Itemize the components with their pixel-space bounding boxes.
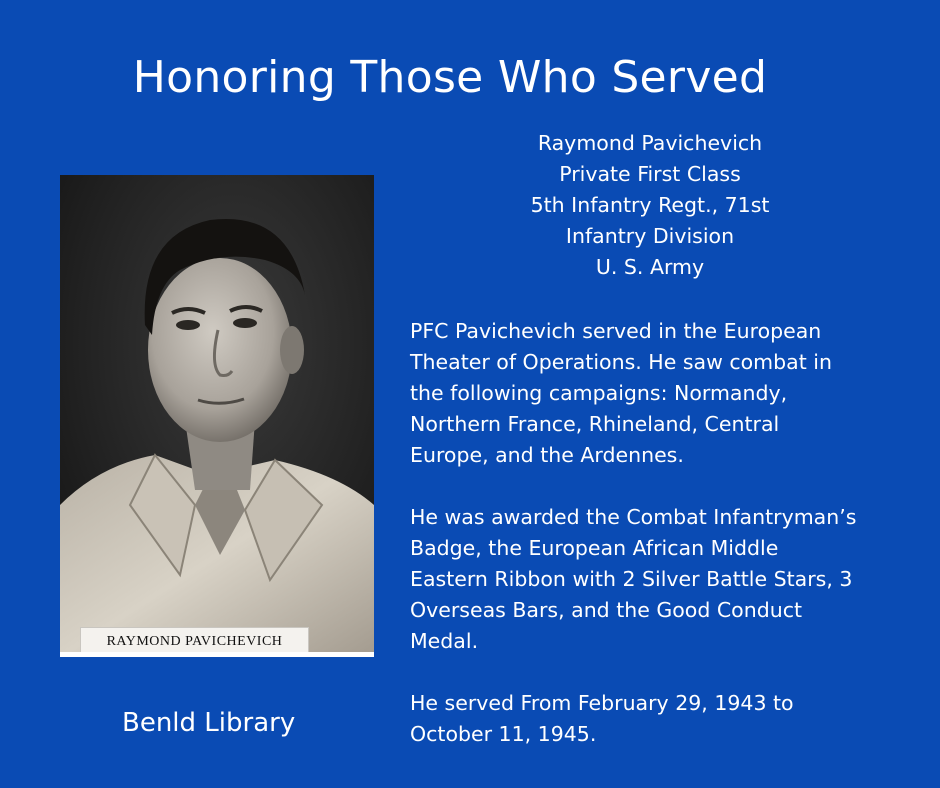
portrait-illustration [60, 175, 374, 657]
photo-border [60, 652, 374, 657]
soldier-name: Raymond Pavichevich [537, 131, 763, 155]
library-name: Benld Library [122, 708, 296, 738]
soldier-unit-line-1: 5th Infantry Regt., 71st [530, 193, 770, 217]
service-dates-paragraph: He served From February 29, 1943 to October 11, 1945. [410, 691, 794, 746]
photo-caption: RAYMOND PAVICHEVICH [80, 627, 309, 656]
soldier-unit-line-2: Infantry Division [565, 224, 735, 248]
service-header [480, 128, 820, 283]
soldier-rank: Private First Class [559, 162, 741, 186]
soldier-branch: U. S. Army [595, 255, 705, 279]
biography-text [410, 316, 920, 781]
page-title: Honoring Those Who Served [132, 52, 768, 103]
campaigns-paragraph: PFC Pavichevich served in the European Theater of Operations. He saw combat in the following campaigns: Normandy, Northern France, Rhineland, Central Europe, and the Ardennes. [410, 319, 832, 467]
awards-paragraph: He was awarded the Combat Infantryman’s Badge, the European African Middle Eastern Ribbon with 2 Silver Battle Stars, 3 Overseas Bars, and the Good Conduct Medal. [410, 505, 857, 653]
portrait-photo [60, 175, 374, 657]
